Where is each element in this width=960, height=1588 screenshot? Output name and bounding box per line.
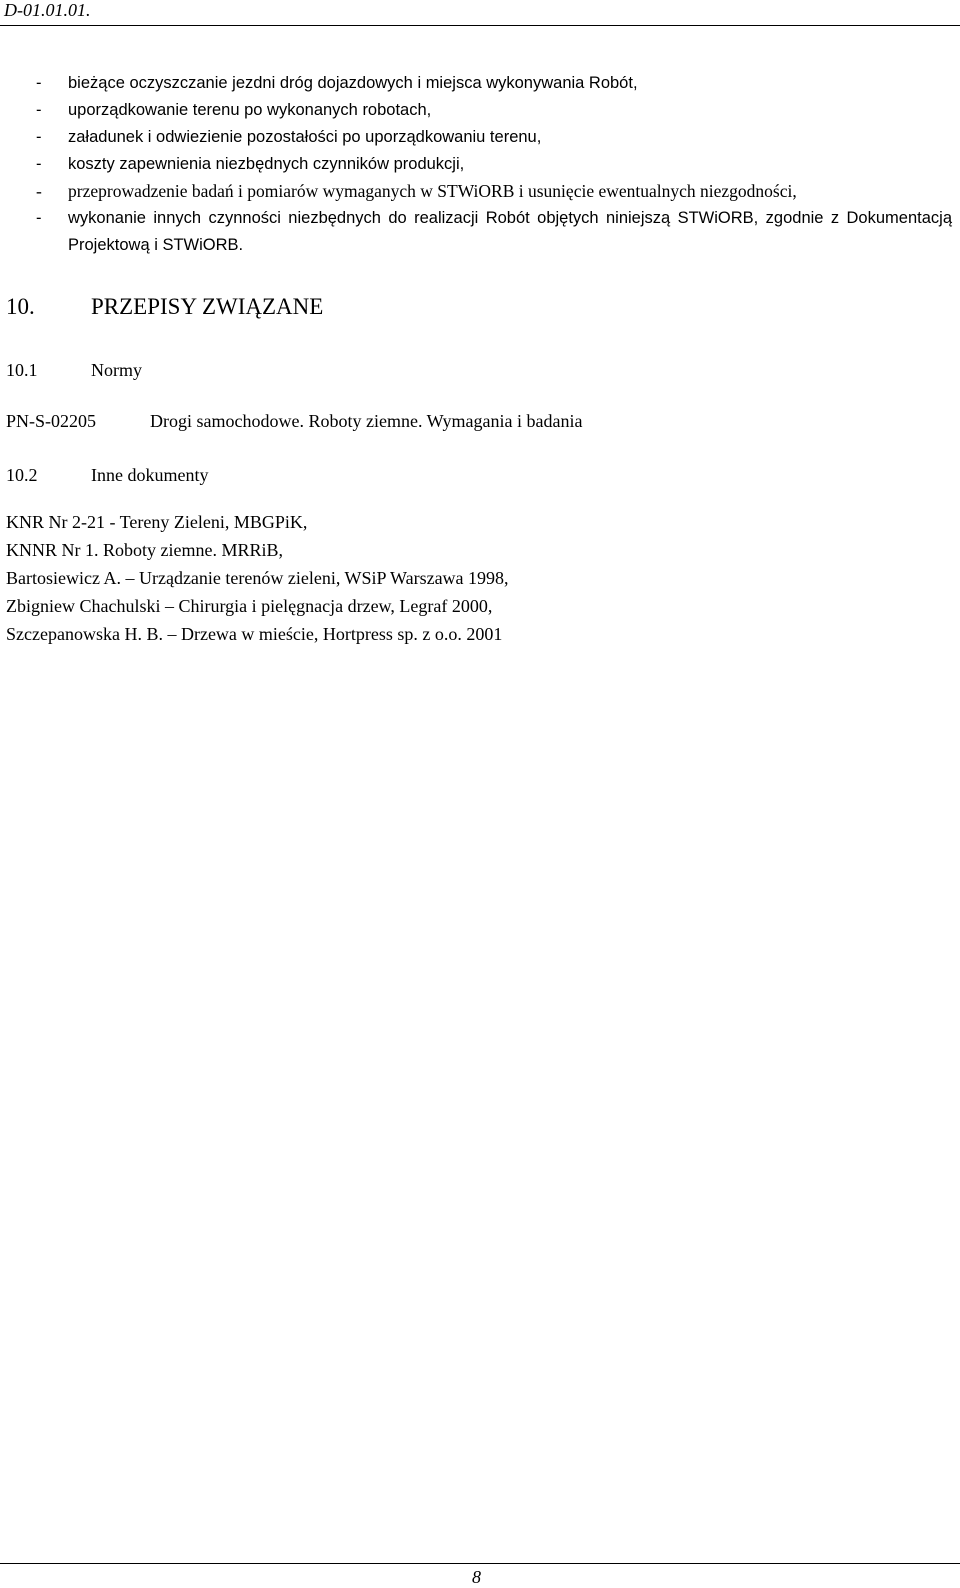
section-heading — [6, 293, 323, 321]
norm-code: PN-S-02205 — [6, 411, 97, 431]
reference-item: Bartosiewicz A. – Urządzanie terenów zieleni, WSiP Warszawa 1998, — [6, 568, 509, 588]
list-item — [0, 205, 960, 259]
reference-item: KNR Nr 2-21 - Tereny Zieleni, MBGPiK, — [6, 512, 308, 532]
other-docs-number: 10.2 — [6, 465, 38, 485]
list-item — [0, 178, 960, 205]
norm-description: Drogi samochodowe. Roboty ziemne. Wymagania i badania — [150, 411, 583, 431]
page-number: 8 — [472, 1567, 481, 1587]
list-item-text: przeprowadzenie badań i pomiarów wymaganych w STWiORB i usunięcie ewentualnych niezgodności, — [68, 181, 797, 201]
other-docs-title: Inne dokumenty — [91, 465, 209, 485]
reference-item: KNNR Nr 1. Roboty ziemne. MRRiB, — [6, 540, 283, 560]
list-item-text: uporządkowanie terenu po wykonanych robotach, — [68, 101, 432, 119]
norms-title: Normy — [91, 360, 142, 380]
norms-subheading — [6, 359, 142, 381]
other-docs-subheading — [6, 464, 208, 486]
section-number: 10. — [6, 294, 35, 319]
list-item-text: bieżące oczyszczanie jezdni dróg dojazdowych i miejsca wykonywania Robót, — [68, 74, 638, 92]
bullet-dash: - — [36, 155, 42, 173]
bullet-dash: - — [36, 181, 42, 201]
list-item-text: koszty zapewnienia niezbędnych czynników produkcji, — [68, 155, 465, 173]
norms-number: 10.1 — [6, 360, 38, 380]
scope-bullet-list — [0, 70, 960, 259]
list-item-text: załadunek i odwiezienie pozostałości po uporządkowaniu terenu, — [68, 128, 542, 146]
norm-row — [6, 410, 582, 432]
list-item — [0, 124, 960, 151]
list-item — [0, 70, 960, 97]
header-divider — [0, 25, 960, 26]
bullet-dash: - — [36, 128, 42, 146]
reference-item: Zbigniew Chachulski – Chirurgia i pielęgnacja drzew, Legraf 2000, — [6, 596, 493, 616]
reference-list — [6, 508, 509, 648]
list-item — [0, 97, 960, 124]
bullet-dash: - — [36, 74, 42, 92]
list-item-text: wykonanie innych czynności niezbędnych do realizacji Robót objętych niniejszą STWiORB, zgodnie z Dokumentacją Projektową i STWiORB. — [68, 209, 952, 254]
reference-item: Szczepanowska H. B. – Drzewa w mieście, Hortpress sp. z o.o. 2001 — [6, 624, 503, 644]
footer-divider — [0, 1563, 960, 1564]
list-item — [0, 151, 960, 178]
section-title: PRZEPISY ZWIĄZANE — [91, 294, 324, 319]
bullet-dash: - — [36, 101, 42, 119]
document-code-header: D-01.01.01. — [4, 0, 91, 20]
bullet-dash: - — [36, 209, 42, 227]
